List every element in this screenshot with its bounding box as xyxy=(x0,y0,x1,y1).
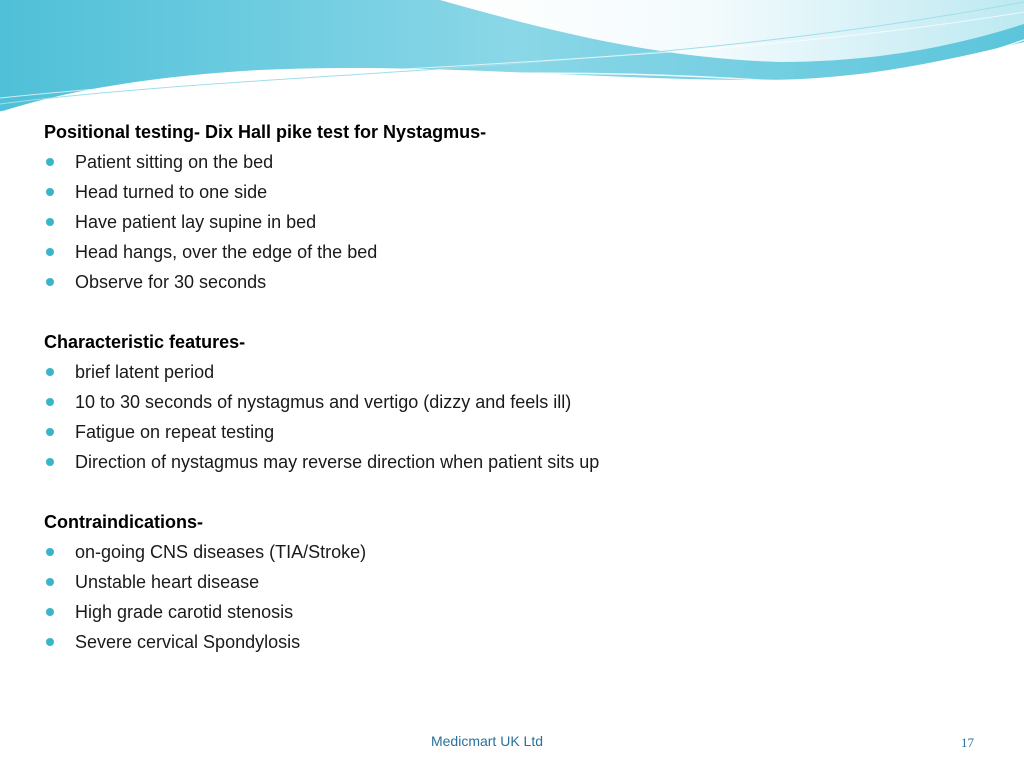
bullet-text: Head hangs, over the edge of the bed xyxy=(75,242,378,262)
bullet-item xyxy=(44,207,984,237)
bullet-text: Have patient lay supine in bed xyxy=(75,212,317,232)
bullet-text: 10 to 30 seconds of nystagmus and vertigo (dizzy and feels ill) xyxy=(75,392,572,412)
bullet-item xyxy=(44,447,984,477)
bullet-dot-icon xyxy=(46,248,54,256)
bullet-text: Fatigue on repeat testing xyxy=(75,422,275,442)
bullet-item xyxy=(44,567,984,597)
bullet-text: Unstable heart disease xyxy=(75,572,260,592)
bullet-list xyxy=(44,147,984,297)
bullet-dot-icon xyxy=(46,398,54,406)
bullet-item xyxy=(44,387,984,417)
bullet-text: Direction of nystagmus may reverse direction when patient sits up xyxy=(75,452,600,472)
bullet-item xyxy=(44,147,984,177)
bullet-text: Observe for 30 seconds xyxy=(75,272,267,292)
bullet-dot-icon xyxy=(46,458,54,466)
bullet-dot-icon xyxy=(46,218,54,226)
bullet-item xyxy=(44,597,984,627)
bullet-item xyxy=(44,417,984,447)
section-characteristic-features xyxy=(44,327,984,477)
bullet-text: High grade carotid stenosis xyxy=(75,602,294,622)
bullet-item xyxy=(44,177,984,207)
bullet-dot-icon xyxy=(46,158,54,166)
bullet-text: brief latent period xyxy=(75,362,215,382)
page-number: 17 xyxy=(961,735,974,750)
bullet-dot-icon xyxy=(46,608,54,616)
bullet-item xyxy=(44,267,984,297)
section-heading: Contraindications- xyxy=(44,512,204,532)
bullet-text: Patient sitting on the bed xyxy=(75,152,274,172)
bullet-item xyxy=(44,237,984,267)
bullet-dot-icon xyxy=(46,188,54,196)
bullet-dot-icon xyxy=(46,428,54,436)
bullet-item xyxy=(44,627,984,657)
bullet-item xyxy=(44,537,984,567)
bullet-dot-icon xyxy=(46,368,54,376)
section-heading: Characteristic features- xyxy=(44,332,246,352)
bullet-text: Head turned to one side xyxy=(75,182,268,202)
slide-content xyxy=(44,117,984,657)
bullet-text: Severe cervical Spondylosis xyxy=(75,632,301,652)
header-wave-decoration xyxy=(0,0,1024,130)
bullet-dot-icon xyxy=(46,578,54,586)
bullet-dot-icon xyxy=(46,638,54,646)
bullet-item xyxy=(44,357,984,387)
footer-company-name: Medicmart UK Ltd xyxy=(430,733,544,749)
section-heading: Positional testing- Dix Hall pike test for Nystagmus- xyxy=(44,122,487,142)
bullet-dot-icon xyxy=(46,548,54,556)
bullet-dot-icon xyxy=(46,278,54,286)
section-positional-testing xyxy=(44,117,984,297)
section-contraindications xyxy=(44,507,984,657)
bullet-list xyxy=(44,537,984,657)
bullet-list xyxy=(44,357,984,477)
bullet-text: on-going CNS diseases (TIA/Stroke) xyxy=(75,542,367,562)
